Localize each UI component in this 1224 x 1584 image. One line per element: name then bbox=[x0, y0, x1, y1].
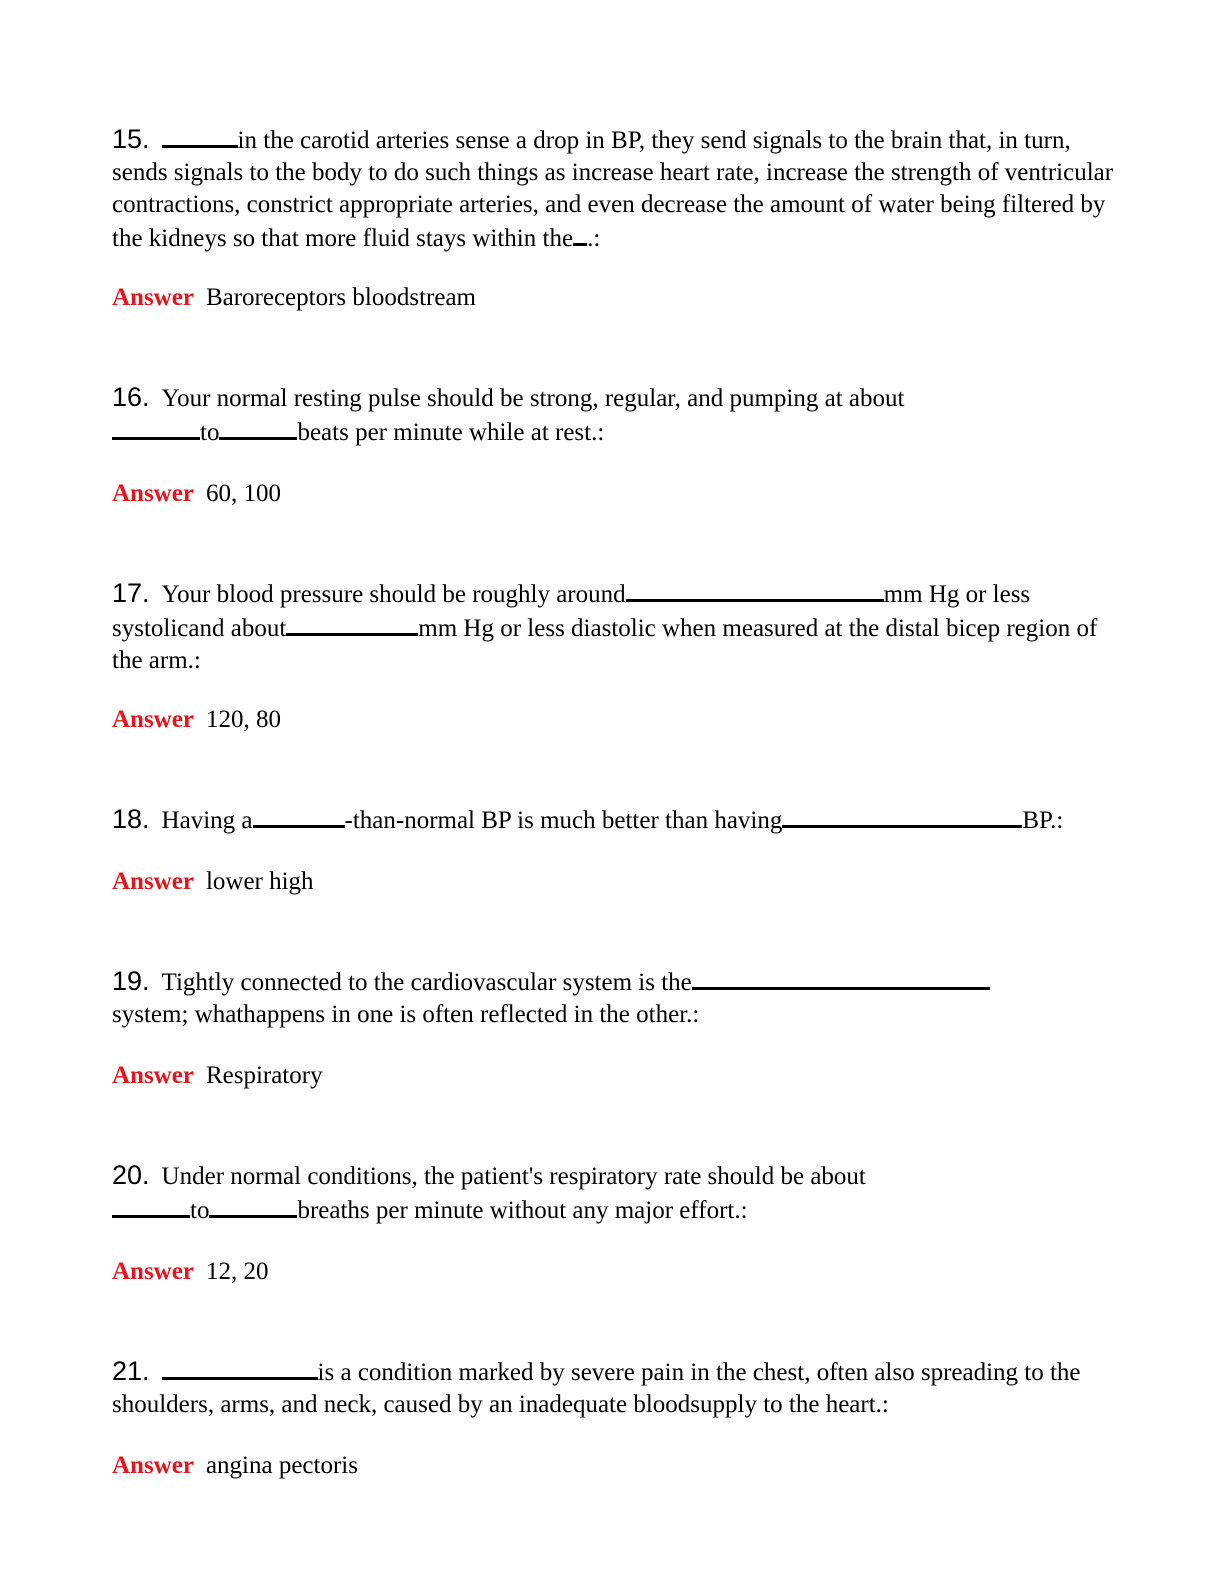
question-number: 19. bbox=[112, 966, 150, 996]
answer-blank bbox=[286, 611, 418, 636]
answer-label: Answer bbox=[112, 284, 194, 311]
question-text: to bbox=[200, 419, 220, 446]
question-text: breaths per minute without any major effort.: bbox=[297, 1197, 748, 1224]
question-number: 21. bbox=[112, 1356, 150, 1386]
answer-label: Answer bbox=[112, 868, 194, 895]
answer-17 bbox=[112, 704, 281, 736]
answer-text: lower high bbox=[205, 868, 314, 895]
answer-blank bbox=[162, 123, 238, 148]
answer-label: Answer bbox=[112, 1062, 194, 1089]
question-17 bbox=[112, 577, 1122, 677]
question-number: 18. bbox=[112, 804, 150, 834]
answer-text: Baroreceptors bloodstream bbox=[205, 284, 476, 311]
answer-blank bbox=[692, 965, 990, 990]
answer-text: angina pectoris bbox=[205, 1452, 358, 1479]
question-text: to bbox=[190, 1197, 210, 1224]
question-text: BP.: bbox=[1022, 807, 1064, 834]
answer-15 bbox=[112, 282, 476, 314]
answer-blank bbox=[209, 1193, 297, 1218]
question-text: -than-normal BP is much better than having bbox=[344, 807, 783, 834]
question-text: Having a bbox=[161, 807, 253, 834]
answer-16 bbox=[112, 478, 281, 510]
answer-21 bbox=[112, 1450, 358, 1482]
answer-blank bbox=[782, 803, 1022, 828]
answer-text: Respiratory bbox=[205, 1062, 323, 1089]
answer-18 bbox=[112, 866, 314, 898]
question-16 bbox=[112, 381, 1122, 449]
question-21 bbox=[112, 1355, 1122, 1421]
question-number: 20. bbox=[112, 1160, 150, 1190]
question-number: 15. bbox=[112, 124, 150, 154]
question-text: in the carotid arteries sense a drop in BP, they send signals to the brain that, in turn, sends signals to the body to do such things as increase heart rate, increase the strength of ventricular contractions, constrict appropriate arteries, and even decrease the amount of water being filtered by the kidneys so that more fluid stays within the bbox=[112, 127, 1114, 252]
question-text: Under normal conditions, the patient's respiratory rate should be about bbox=[161, 1163, 866, 1190]
question-text: is a condition marked by severe pain in the chest, often also spreading to the shoulders, arms, and neck, caused by an inadequate bloodsupply to the heart.: bbox=[112, 1359, 1081, 1418]
answer-blank bbox=[573, 221, 587, 246]
answer-20 bbox=[112, 1256, 268, 1288]
question-text: beats per minute while at rest.: bbox=[297, 419, 605, 446]
question-text: Tightly connected to the cardiovascular system is the bbox=[161, 969, 692, 996]
answer-blank bbox=[626, 577, 884, 602]
question-18 bbox=[112, 803, 1122, 837]
question-20 bbox=[112, 1159, 1122, 1227]
answer-label: Answer bbox=[112, 1452, 194, 1479]
answer-label: Answer bbox=[112, 706, 194, 733]
question-15 bbox=[112, 123, 1122, 255]
answer-blank bbox=[253, 803, 345, 828]
question-text: Your blood pressure should be roughly around bbox=[161, 581, 626, 608]
question-text: Your normal resting pulse should be strong, regular, and pumping at about bbox=[161, 385, 905, 412]
answer-text: 120, 80 bbox=[205, 706, 281, 733]
question-text: system; whathappens in one is often reflected in the other.: bbox=[112, 1001, 700, 1028]
question-number: 16. bbox=[112, 382, 150, 412]
answer-blank bbox=[219, 415, 297, 440]
answer-text: 60, 100 bbox=[205, 480, 281, 507]
answer-label: Answer bbox=[112, 1258, 194, 1285]
answer-blank bbox=[162, 1355, 318, 1380]
question-19 bbox=[112, 965, 1122, 1031]
answer-blank bbox=[112, 1193, 190, 1218]
answer-blank bbox=[112, 415, 200, 440]
question-text: mm Hg or less diastolic when measured at the distal bicep region of the arm.: bbox=[112, 615, 1098, 674]
question-number: 17. bbox=[112, 578, 150, 608]
answer-text: 12, 20 bbox=[205, 1258, 269, 1285]
answer-label: Answer bbox=[112, 480, 194, 507]
answer-19 bbox=[112, 1060, 323, 1092]
question-text: mm Hg or less systolicand about bbox=[112, 581, 1031, 642]
question-text: .: bbox=[587, 225, 601, 252]
